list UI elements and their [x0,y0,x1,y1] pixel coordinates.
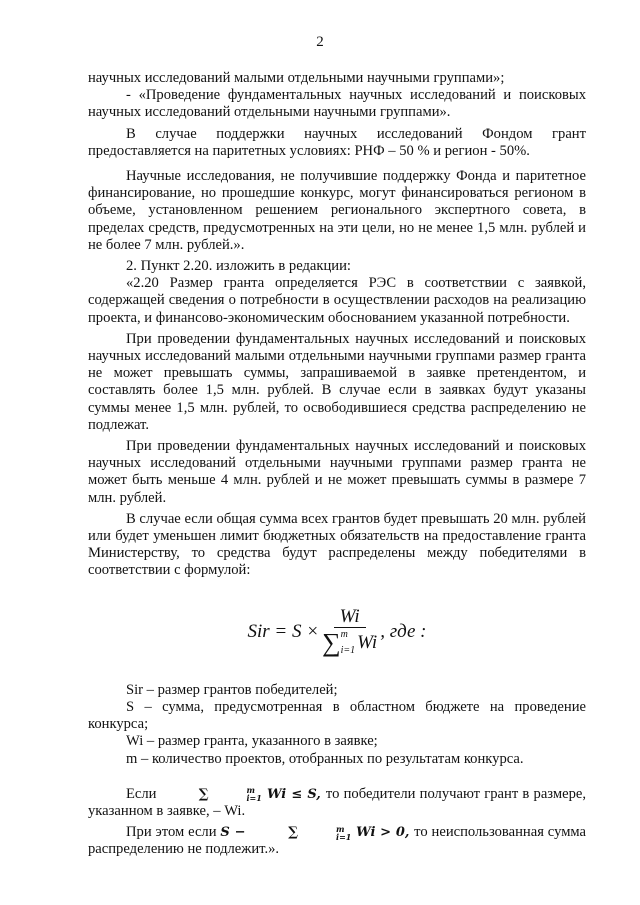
condition-2-upper: m [336,823,345,834]
formula-denominator [322,628,377,656]
condition-1-before: Если [126,785,157,802]
paragraph-3: В случае поддержки научных исследований Фондом грант предоставляется на паритетных условиях: РНФ – 50 % и регион - 50%. [88,125,586,159]
condition-2-before: При этом если [126,824,217,841]
sigma-symbol: ∑ [322,627,341,657]
definition-sir: Sir – размер грантов победителей; [126,681,338,698]
condition-1-math [161,787,326,802]
paragraph-7: При проведении фундаментальных научных исследований и поисковых научных исследований малыми отдельными научными группами размер гранта не может превышать суммы, запрашиваемой в заявке претендентом, и составлять более 1,5 млн. рублей. В случае если в заявках будут указаны суммы менее 1,5 млн. рублей, то освободившиеся средства распределению не подлежат. [88,330,586,433]
definition-s: S – сумма, предусмотренная в областном бюджете на проведение конкурса; [88,698,586,733]
condition-2-tail: Wi > 0, [356,825,410,841]
paragraph-8: При проведении фундаментальных научных исследований и поисковых научных исследований отдельными научными группами размер гранта не может быть меньше 4 млн. рублей и не может превышать суммы в размере 7 млн. рублей. [88,438,586,506]
condition-1-limits [209,786,262,802]
condition-1-after: то победители получают грант в размере, указанном в заявке, – Wi. [88,785,586,819]
sum-lower-limit: i=1 [340,644,356,656]
condition-1 [88,786,586,820]
condition-2 [88,824,586,858]
condition-2-lower: i=1 [336,831,352,842]
formula-denominator-term: Wi [357,632,378,654]
condition-2-after: то неиспользованная сумма распределению не подлежит.». [88,824,587,858]
paragraph-5: 2. Пункт 2.20. изложить в редакции: [126,258,351,275]
paragraph-4: Научные исследования, не получившие поддержку Фонда и паритетное финансирование, но прошедшие конкурс, могут финансироваться регионом в объеме, установленном решением регионального экспертного совета, в пределах средств, предусмотренных на эти цели, но не менее 1,5 млн. рублей и не более 7 млн. рублей.». [88,168,586,253]
definition-wi: Wi – размер гранта, указанного в заявке; [126,733,378,750]
page-number: 2 [316,34,324,50]
formula-fraction [322,605,378,657]
condition-1-sum [161,786,262,803]
condition-2-math [220,825,414,840]
condition-2-sigma: ∑ [288,825,299,841]
definition-m: m – количество проектов, отобранных по результатам конкурса. [126,750,524,767]
distribution-formula [88,586,586,678]
condition-1-lower: i=1 [246,793,262,804]
condition-2-sum [250,824,351,841]
formula-suffix: , где : [380,621,427,643]
paragraph-9: В случае если общая сумма всех грантов будет превышать 20 млн. рублей или будет уменьшен лимит бюджетных обязательств на предоставление гранта Министерству, то средства будут распределены между победителями в соответствии с формулой: [88,510,586,579]
paragraph-2: - «Проведение фундаментальных научных исследований и поисковых научных исследований отдельными научными группами». [88,87,586,121]
condition-1-sigma: ∑ [198,786,209,802]
condition-2-head: S − [220,825,246,841]
condition-2-limits [298,825,351,841]
sum-limits [341,630,356,656]
condition-1-upper: m [246,785,255,796]
document-body [88,70,586,859]
paragraph-6: «2.20 Размер гранта определяется РЭС в соответствии с заявкой, содержащей сведения о потребности в осуществлении расходов на реализацию проекта, и финансово-экономическим обоснованием указанной потребности. [88,275,586,326]
formula-lhs: Sir = S × [247,621,320,643]
formula-sum [322,627,357,657]
condition-1-tail: Wi ≤ S, [266,786,321,802]
sum-upper-limit: m [340,628,348,640]
paragraph-1: научных исследований малыми отдельными научными группами»; [88,70,505,86]
formula-numerator: Wi [334,608,366,628]
